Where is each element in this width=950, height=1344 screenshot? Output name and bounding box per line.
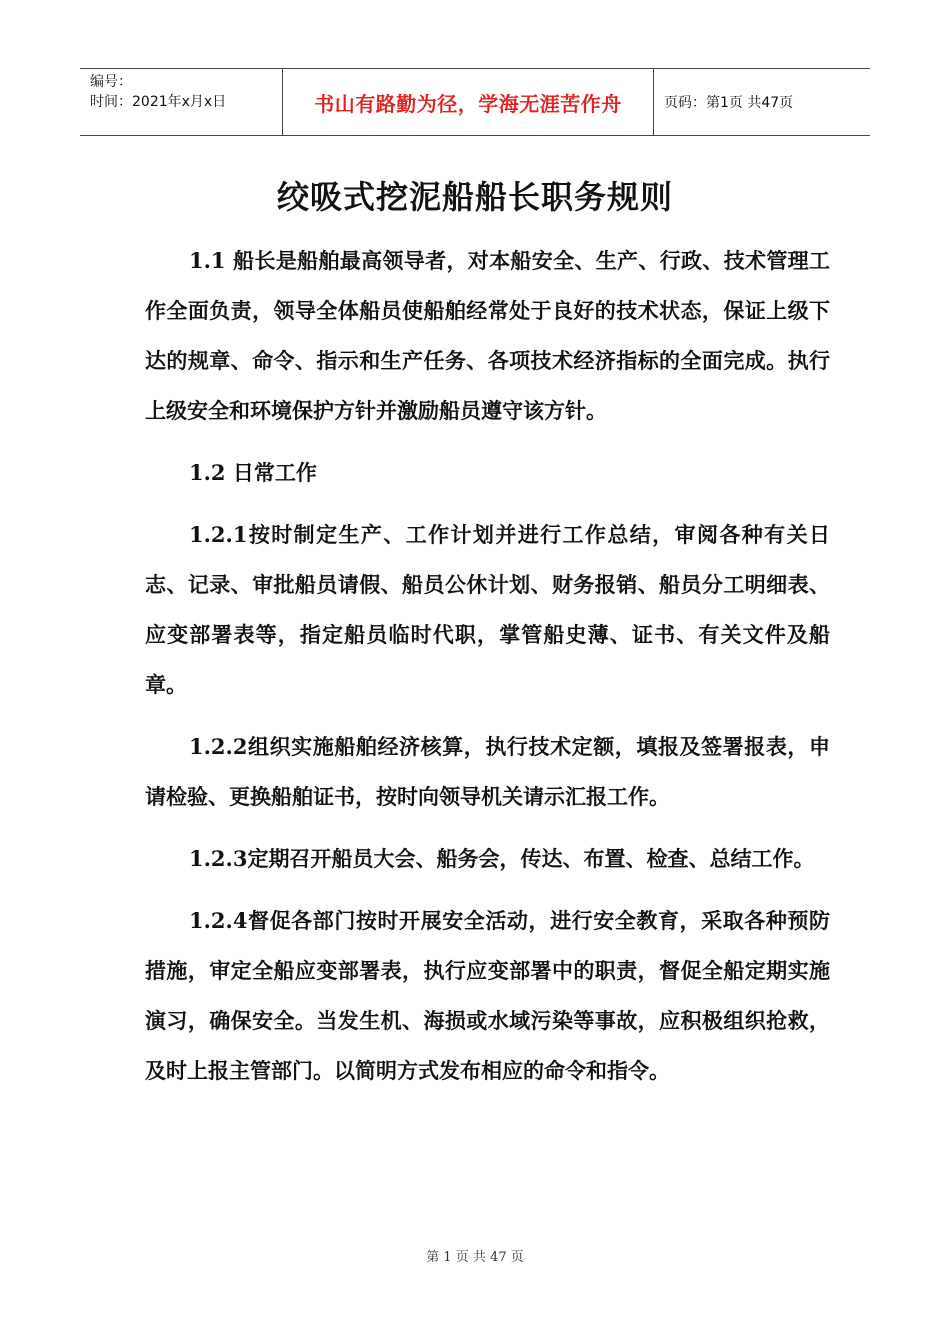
paragraph: 1.2.2组织实施船舶经济核算，执行技术定额，填报及签署报表，申请检验、更换船舶证书，按时向领导机关请示汇报工作。 (145, 734, 830, 809)
header-meta (80, 69, 282, 135)
document-time-label: 时间：2021年x月x日 (90, 94, 227, 110)
header-motto: 书山有路勤为径，学海无涯苦作舟 (282, 69, 654, 135)
paragraph: 1.2.4督促各部门按时开展安全活动，进行安全教育，采取各种预防措施，审定全船应变部署表，执行应变部署中的职责，督促全船定期实施演习，确保安全。当发生机、海损或水域污染等事故，应积极组织抢救，及时上报主管部门。以简明方式发布相应的命令和指令。 (145, 908, 830, 1083)
page-header (80, 68, 870, 136)
header-page-info: 页码：第1页 共47页 (664, 95, 794, 111)
paragraph: 1.2.3定期召开船员大会、船务会，传达、布置、检查、总结工作。 (189, 846, 815, 871)
document-body (145, 236, 830, 1108)
page-footer: 第 1 页 共 47 页 (426, 1250, 524, 1265)
document-number-label: 编号： (90, 74, 132, 90)
paragraph: 1.2.1按时制定生产、工作计划并进行工作总结，审阅各种有关日志、记录、审批船员请假、船员公休计划、财务报销、船员分工明细表、应变部署表等，指定船员临时代职，掌管船史薄、证书、有关文件及船章。 (145, 522, 830, 697)
paragraph: 1.2 日常工作 (189, 460, 317, 485)
document-title: 绞吸式挖泥船船长职务规则 (276, 178, 673, 216)
paragraph: 1.1 船长是船舶最高领导者，对本船安全、生产、行政、技术管理工作全面负责，领导全体船员使船舶经常处于良好的技术状态，保证上级下达的规章、命令、指示和生产任务、各项技术经济指标的全面完成。执行上级安全和环境保护方针并激励船员遵守该方针。 (145, 248, 830, 423)
